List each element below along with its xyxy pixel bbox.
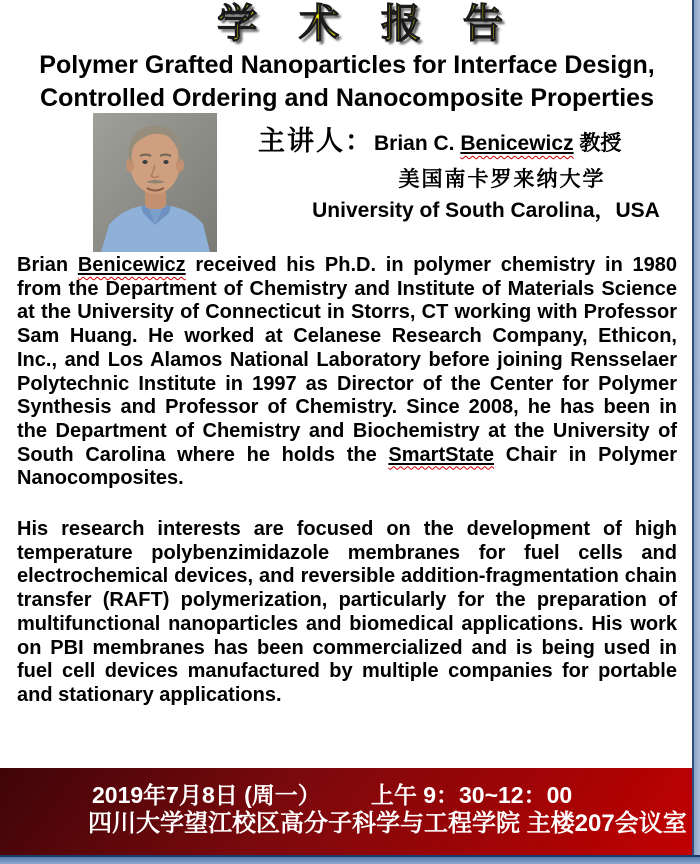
page-edge-bottom bbox=[0, 855, 700, 864]
biography bbox=[17, 254, 677, 708]
event-location: 四川大学望江校区高分子科学与工程学院 主楼207会议室 bbox=[88, 810, 687, 837]
lecture-title-line2: Controlled Ordering and Nanocomposite Properties bbox=[40, 84, 654, 112]
bio-text-segment: Brian bbox=[17, 254, 78, 276]
event-time: 上午 9：30~12：00 bbox=[370, 782, 573, 808]
bio-paragraph-1 bbox=[17, 254, 677, 491]
speaker-surname: Benicewicz bbox=[460, 132, 574, 155]
lecture-title bbox=[0, 49, 694, 115]
spellcheck-underline bbox=[460, 132, 573, 155]
speaker-photo bbox=[93, 113, 217, 252]
speaker-name-prefix: Brian C. bbox=[374, 132, 461, 155]
speaker-block bbox=[240, 124, 692, 224]
footer-banner bbox=[0, 768, 692, 855]
spellcheck-underline bbox=[388, 444, 494, 466]
speaker-line bbox=[240, 124, 692, 161]
speaker-name bbox=[374, 132, 621, 155]
page-edge-right bbox=[692, 0, 700, 864]
bio-text-segment: received his Ph.D. in polymer chemistry in 1980 from the Department of Chemistry and Institute of Materials Science at the University of Connecticut in Storrs, CT working with Professor Sam Huang. He worked at Celanese Research Company, Ethicon, Inc., and Los Alamos National Laboratory before joining Rensselaer Polytechnic Institute in 1997 as Director of the Center for Polymer Synthesis and Professor of Chemistry. Since 2008, he has been in the Department of Chemistry and Biochemistry at the University of South Carolina where he holds the bbox=[17, 254, 678, 466]
bio-underlined-word: SmartState bbox=[388, 443, 495, 466]
bio-text-segment: Chair in Polymer Nanocomposites. bbox=[17, 443, 677, 490]
page-title-zh: 学 术 报 告 bbox=[217, 0, 517, 47]
speaker-name-suffix: 教授 bbox=[573, 132, 622, 155]
speaker-label: 主讲人： bbox=[258, 126, 374, 156]
bio-underlined-word: Benicewicz bbox=[77, 254, 186, 276]
event-datetime bbox=[0, 768, 692, 809]
lecture-title-line1: Polymer Grafted Nanoparticles for Interface Design, bbox=[39, 51, 655, 79]
event-date: 2019年7月8日 (周一） bbox=[92, 782, 321, 808]
spellcheck-underline bbox=[78, 254, 186, 276]
speaker-affiliation-en: University of South Carolina，USA bbox=[312, 199, 660, 222]
speaker-affiliation-zh: 美国南卡罗来纳大学 bbox=[398, 168, 606, 191]
bio-paragraph-2: His research interests are focused on the development of high temperature polybenzimidazole membranes for fuel cells and electrochemical devices, and reversible addition-fragmentation chain transfer (RAFT) polymerization, particularly for the preparation of multifunctional nanoparticles and biomedical applications. His work on PBI membranes has been commercialized and is being used in fuel cell devices manufactured by multiple companies for portable and stationary applications. bbox=[17, 518, 677, 706]
